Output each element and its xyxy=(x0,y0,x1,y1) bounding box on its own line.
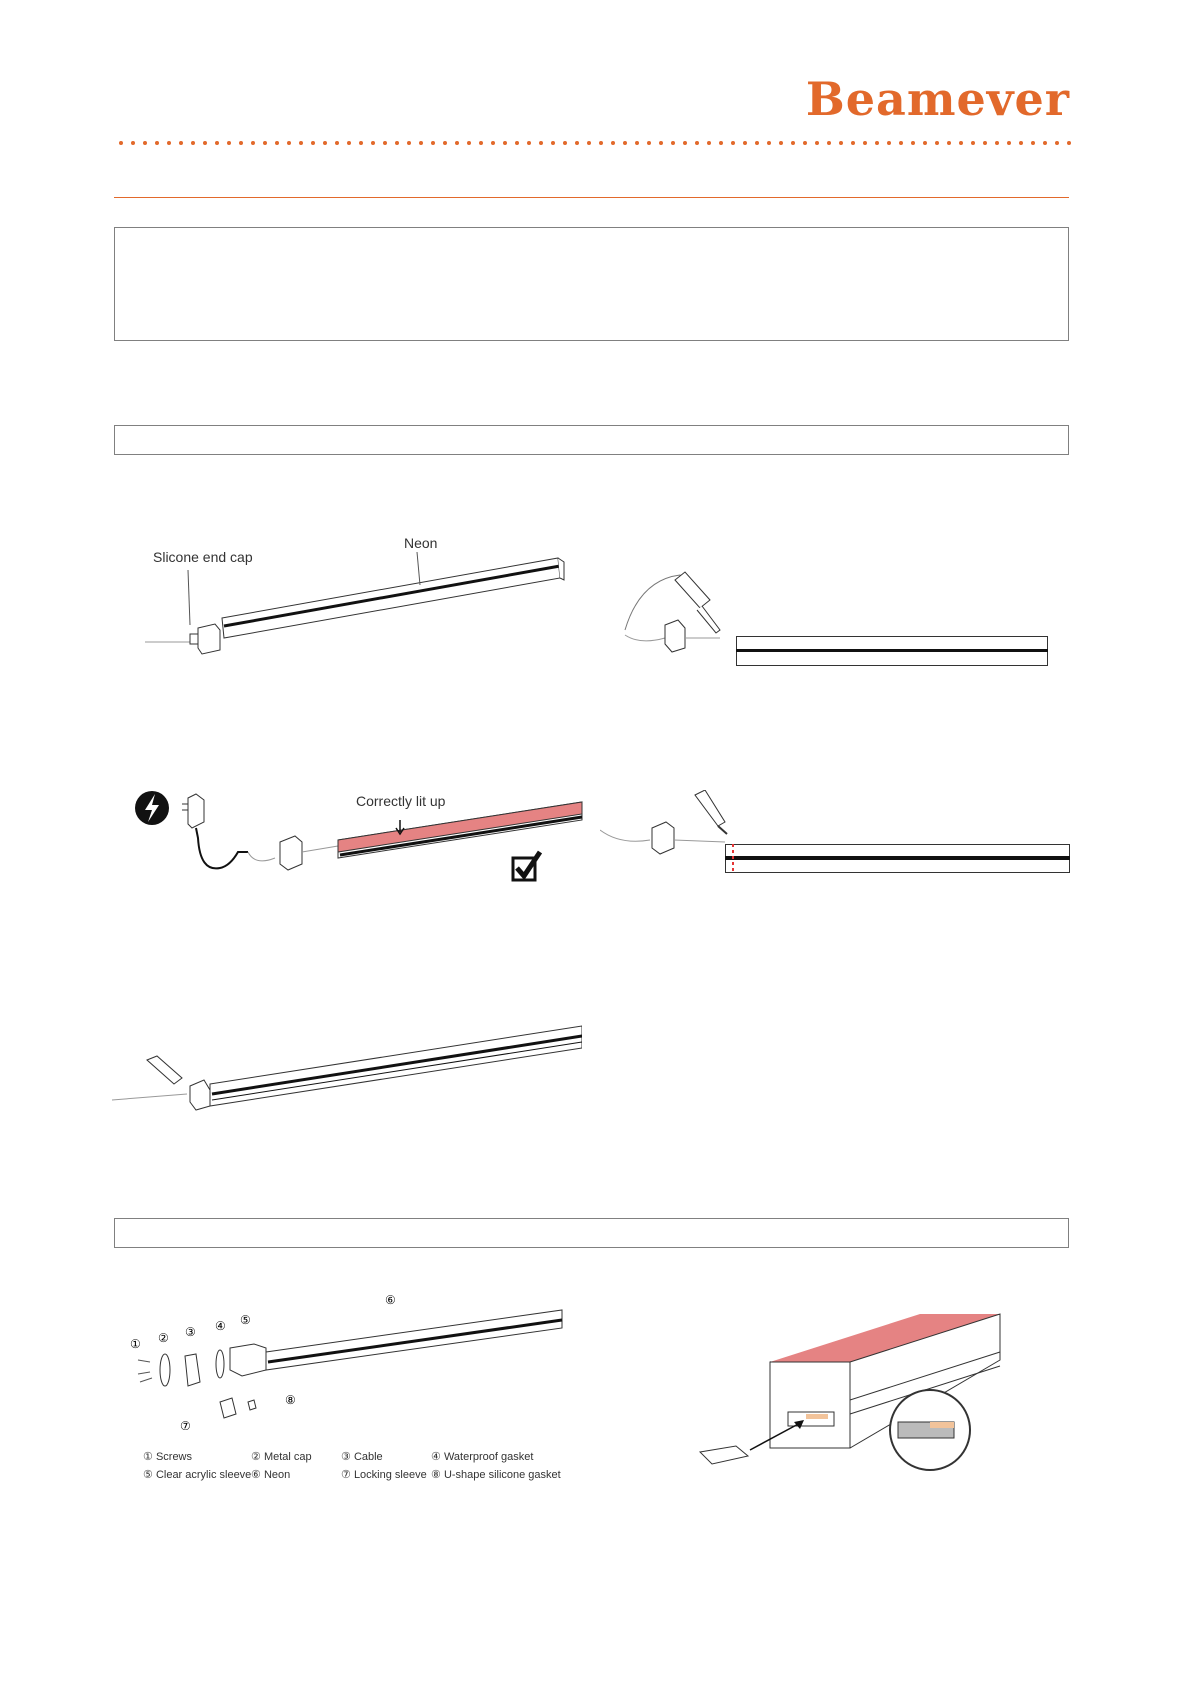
step5-diagram xyxy=(112,1018,582,1128)
glue-tube-icon xyxy=(695,790,727,834)
acrylic-sleeve-icon xyxy=(230,1344,266,1376)
lightning-icon xyxy=(135,791,169,825)
checkbox-check-icon xyxy=(513,852,540,880)
header-rule xyxy=(114,197,1069,198)
svg-text:④: ④ xyxy=(215,1319,226,1333)
end-cap-icon xyxy=(190,624,220,654)
svg-text:⑦: ⑦ xyxy=(180,1419,191,1430)
legend-item-u-gasket: ⑧ U-shape silicone gasket xyxy=(431,1469,561,1481)
dotted-divider xyxy=(118,140,1076,146)
neon-tube-icon-2 xyxy=(210,1026,582,1106)
legend-item-screws: ① Screws xyxy=(143,1451,192,1463)
screws-icon xyxy=(138,1360,152,1382)
insert-piece-icon xyxy=(700,1446,748,1464)
cable-gland-icon xyxy=(185,1354,200,1386)
power-adapter-icon xyxy=(182,794,248,868)
profile-diagram xyxy=(690,1300,1010,1480)
lit-neon-tube-icon xyxy=(338,802,582,858)
parts-legend xyxy=(143,1450,583,1486)
glue-tube-icon-2 xyxy=(147,1056,182,1084)
end-cap-label: Slicone end cap xyxy=(153,549,253,565)
neon-tube-icon-3 xyxy=(266,1310,562,1370)
legend-item-metal-cap: ② Metal cap xyxy=(251,1451,312,1463)
step4-diagram xyxy=(600,790,1070,880)
svg-text:⑤: ⑤ xyxy=(240,1313,251,1327)
legend-item-acrylic: ⑤ Clear acrylic sleeve xyxy=(143,1469,252,1481)
section-heading-bar-1 xyxy=(114,425,1069,455)
u-gasket-icon xyxy=(248,1400,256,1410)
magnifier-icon xyxy=(890,1390,970,1470)
brand-logo: Beamever xyxy=(805,72,1070,126)
gasket-icon xyxy=(216,1350,224,1378)
section-heading-bar-2 xyxy=(114,1218,1069,1248)
svg-text:⑥: ⑥ xyxy=(385,1293,396,1307)
intro-box xyxy=(114,227,1069,341)
svg-text:③: ③ xyxy=(185,1325,196,1339)
legend-item-locking-sleeve: ⑦ Locking sleeve xyxy=(341,1469,427,1481)
lit-label: Correctly lit up xyxy=(356,793,446,809)
svg-text:②: ② xyxy=(158,1331,169,1345)
neon-label: Neon xyxy=(404,535,438,551)
metal-cap-icon xyxy=(160,1354,170,1386)
svg-text:①: ① xyxy=(130,1337,141,1351)
neon-tube-icon xyxy=(222,558,564,638)
svg-text:⑧: ⑧ xyxy=(285,1393,296,1407)
step2-neon-strip xyxy=(736,636,1048,666)
parts-diagram xyxy=(130,1290,570,1430)
legend-item-gasket: ④ Waterproof gasket xyxy=(431,1451,534,1463)
legend-item-cable: ③ Cable xyxy=(341,1451,383,1463)
locking-sleeve-icon xyxy=(220,1398,236,1418)
legend-item-neon: ⑥ Neon xyxy=(251,1469,291,1481)
